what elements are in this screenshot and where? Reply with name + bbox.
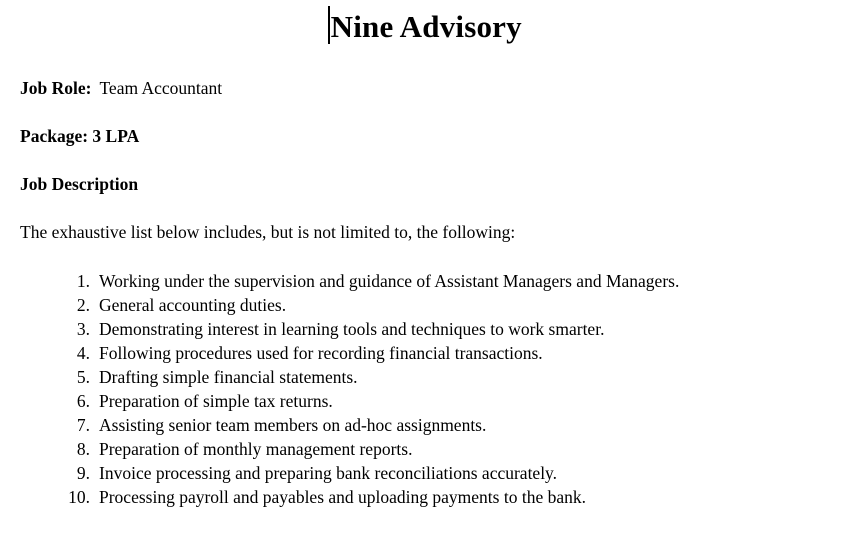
list-item-number: 1. (76, 271, 90, 291)
document-title-text: Nine Advisory (330, 9, 522, 44)
job-role-line[interactable] (20, 77, 830, 99)
list-item-text: Drafting simple financial statements. (99, 367, 358, 387)
list-item-text: Preparation of simple tax returns. (99, 391, 333, 411)
list-item[interactable] (20, 365, 830, 389)
list-item-text: Assisting senior team members on ad-hoc assignments. (99, 415, 487, 435)
intro-paragraph[interactable]: The exhaustive list below includes, but is not limited to, the following: (20, 222, 516, 242)
list-item-number: 6. (76, 391, 90, 411)
job-role-label: Job Role: (20, 78, 92, 98)
list-item-text: Following procedures used for recording financial transactions. (99, 343, 543, 363)
list-item[interactable] (20, 485, 830, 509)
list-item[interactable] (20, 341, 830, 365)
list-item[interactable] (20, 437, 830, 461)
list-item-number: 3. (76, 319, 90, 339)
list-item-number: 4. (76, 343, 90, 363)
list-item[interactable] (20, 293, 830, 317)
document-title[interactable] (20, 6, 830, 46)
list-item-number: 8. (76, 439, 90, 459)
list-item[interactable] (20, 461, 830, 485)
duties-list (20, 269, 830, 509)
list-item[interactable] (20, 413, 830, 437)
list-item-text: General accounting duties. (99, 295, 287, 315)
list-item-number: 9. (76, 463, 90, 483)
list-item[interactable] (20, 269, 830, 293)
list-item-text: Processing payroll and payables and uploading payments to the bank. (99, 487, 586, 507)
list-item-text: Invoice processing and preparing bank reconciliations accurately. (99, 463, 558, 483)
list-item-number: 10. (68, 487, 90, 507)
list-item[interactable] (20, 317, 830, 341)
job-description-heading[interactable]: Job Description (20, 174, 139, 194)
package-line[interactable]: Package: 3 LPA (20, 126, 140, 146)
list-item[interactable] (20, 389, 830, 413)
list-item-text: Demonstrating interest in learning tools and techniques to work smarter. (99, 319, 605, 339)
list-item-number: 5. (76, 367, 90, 387)
list-item-number: 7. (76, 415, 90, 435)
list-item-text: Working under the supervision and guidance of Assistant Managers and Managers. (99, 271, 680, 291)
list-item-text: Preparation of monthly management reports. (99, 439, 413, 459)
job-role-value: Team Accountant (99, 78, 223, 98)
text-insertion-caret (328, 6, 330, 44)
list-item-number: 2. (76, 295, 90, 315)
